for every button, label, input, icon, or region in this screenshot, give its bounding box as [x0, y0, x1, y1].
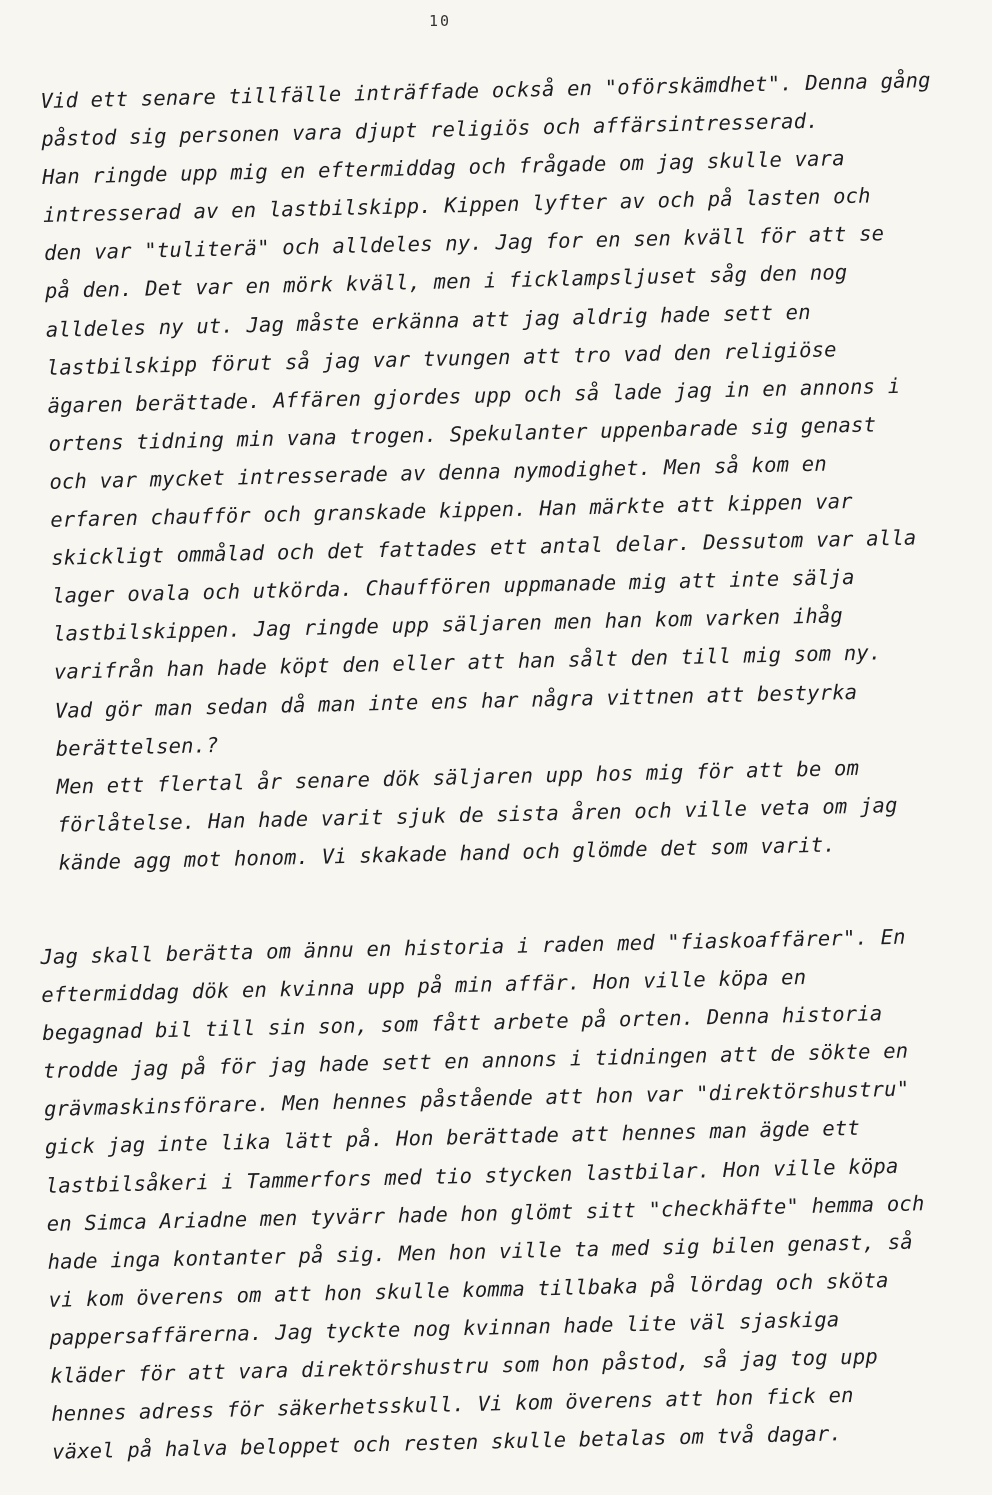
- text-line: alldeles ny ut. Jag måste erkänna att jag aldrig hade sett en: [45, 299, 811, 342]
- text-line: på den. Det var en mörk kväll, men i ficklampsljuset såg den nog: [44, 260, 848, 304]
- paragraph-1: [40, 60, 984, 882]
- text-line: ägaren berättade. Affären gjordes upp och så lade jag in en annons i: [47, 373, 901, 418]
- text-line: lastbilsåkeri i Tammerfors med tio stycken lastbilar. Hon ville köpa: [45, 1153, 899, 1198]
- text-line: förlåtelse. Han hade varit sjuk de sista åren och ville veta om jag: [57, 792, 898, 837]
- text-line: eftermiddag dök en kvinna upp på min affär. Hon ville köpa en: [41, 965, 807, 1008]
- text-line: lager ovala och utkörda. Chauffören uppmanade mig att inte sälja: [51, 565, 855, 609]
- text-line: Vid ett senare tillfälle inträffade också en "oförskämdhet". Denna gång: [40, 68, 931, 113]
- text-line: hade inga kontanter på sig. Men hon ville ta med sig bilen genast, så: [47, 1229, 914, 1274]
- text-line: Men ett flertal år senare dök säljaren upp hos mig för att be om: [56, 755, 860, 799]
- text-line: Han ringde upp mig en eftermiddag och frågade om jag skulle vara: [41, 146, 846, 190]
- text-line: vi kom överens om att hon skulle komma tillbaka på lördag och sköta: [48, 1267, 889, 1312]
- text-line: kände agg mot honom. Vi skakade hand och glömde det som varit.: [58, 832, 837, 875]
- text-line: växel på halva beloppet och resten skulle betalas om två dagar.: [51, 1421, 843, 1465]
- text-line: berättelsen.?: [55, 732, 219, 761]
- text-line: Jag skall berätta om ännu en historia i raden med "fiaskoaffärer". En: [40, 924, 906, 969]
- text-line: lastbilskipp förut så jag var tvungen att tro vad den religiöse: [46, 336, 837, 380]
- text-line: varifrån han hade köpt den eller att han sålt den till mig som ny.: [53, 640, 882, 685]
- text-line: Vad gör man sedan då man inte ens har några vittnen att bestyrka: [54, 679, 858, 723]
- text-line: en Simca Ariadne men tyvärr hade hon glömt sitt "checkhäfte" hemma och: [46, 1190, 925, 1236]
- text-line: påstod sig personen vara djupt religiös och affärsintresserad.: [41, 108, 820, 152]
- text-line: intresserad av en lastbilskipp. Kippen lyfter av och på lasten och: [42, 183, 871, 228]
- text-line: begagnad bil till sin son, som fått arbete på orten. Denna historia: [41, 1001, 883, 1046]
- text-line: lastbilskippen. Jag ringde upp säljaren men han kom varken ihåg: [52, 603, 844, 647]
- text-line: hennes adress för säkerhetsskull. Vi kom överens att hon fick en: [50, 1383, 854, 1426]
- text-line: trodde jag på för jag hade sett en annons i tidningen att de sökte en: [42, 1038, 909, 1084]
- page-number: 10: [428, 12, 452, 30]
- text-line: ortens tidning min vana trogen. Spekulanter uppenbarade sig genast: [48, 412, 877, 456]
- text-line: pappersaffärerna. Jag tyckte nog kvinnan hade lite väl sjaskiga: [49, 1307, 840, 1350]
- paragraph-2: [40, 916, 977, 1471]
- text-line: grävmaskinsförare. Men hennes påstående att hon var "direktörshustru": [43, 1076, 910, 1122]
- text-line: gick jag inte lika lätt på. Hon berättade att hennes man ägde ett: [44, 1116, 861, 1160]
- text-line: skickligt ommålad och det fattades ett antal delar. Dessutom var alla: [50, 525, 917, 570]
- text-line: och var mycket intresserade av denna nymodighet. Men så kom en: [49, 451, 828, 494]
- text-line: erfaren chaufför och granskade kippen. Han märkte att kippen var: [50, 489, 854, 532]
- text-line: den var "tuliterä" och alldeles ny. Jag for en sen kväll för att se: [43, 221, 885, 266]
- text-line: kläder för att vara direktörshustru som hon påstod, så jag tog upp: [50, 1344, 879, 1388]
